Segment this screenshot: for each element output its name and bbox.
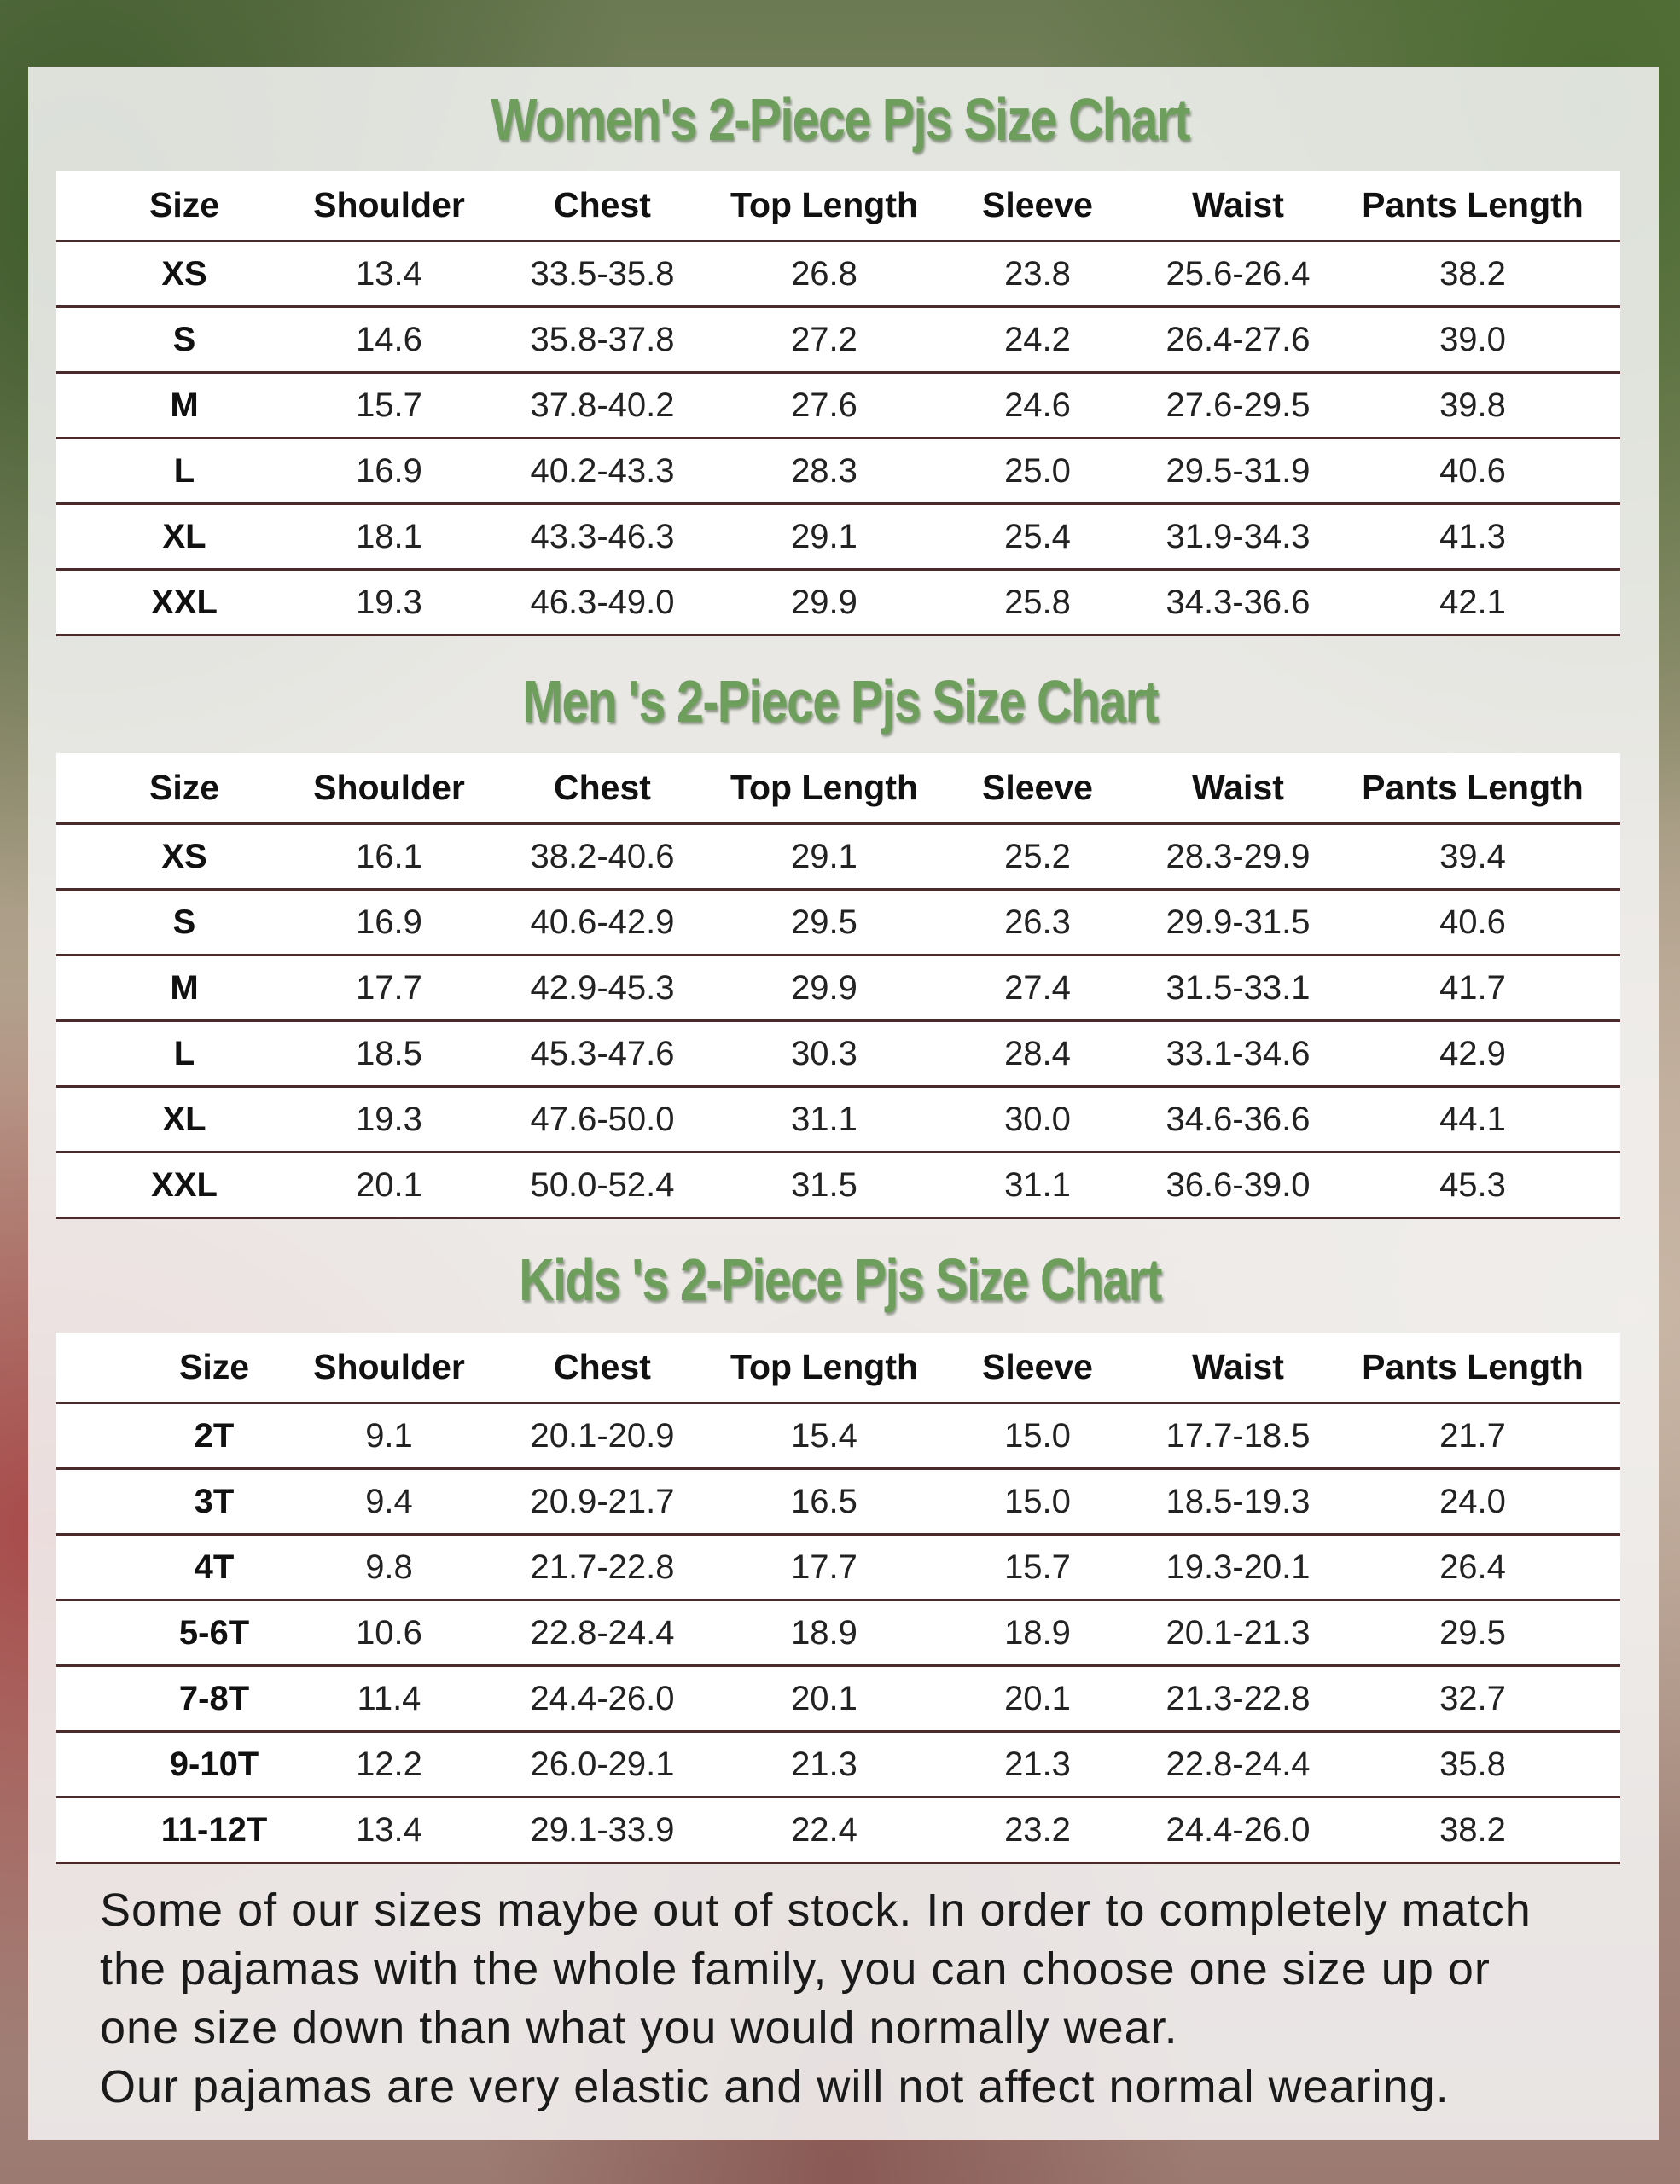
measurement-cell: 25.6-26.4 (1166, 254, 1311, 293)
measurement-cell: 21.3 (791, 1745, 857, 1783)
measurement-cell: 31.1 (1004, 1165, 1071, 1204)
measurement-cell: 29.1 (791, 517, 857, 555)
table-row (56, 1404, 1620, 1470)
measurement-cell: 27.6 (791, 386, 857, 424)
size-label-cell: XS (161, 254, 207, 293)
column-header: Pants Length (1362, 768, 1584, 807)
table-row (56, 439, 1620, 505)
column-header: Pants Length (1362, 185, 1584, 224)
measurement-cell: 35.8-37.8 (530, 320, 675, 358)
measurement-cell: 20.1 (1004, 1679, 1071, 1717)
measurement-cell: 27.4 (1004, 968, 1071, 1007)
table-header-row (56, 1333, 1620, 1404)
column-header: Waist (1192, 1347, 1284, 1386)
table-row (56, 1536, 1620, 1601)
sizing-note (100, 1881, 1619, 2117)
measurement-cell: 29.1-33.9 (530, 1810, 675, 1849)
measurement-cell: 29.5-31.9 (1166, 451, 1311, 490)
measurement-cell: 45.3 (1439, 1165, 1506, 1204)
kids-chart-title: Kids 's 2-Piece Pjs Size Chart (519, 1246, 1161, 1313)
column-header: Top Length (730, 768, 919, 807)
measurement-cell: 32.7 (1439, 1679, 1506, 1717)
column-header: Waist (1192, 768, 1284, 807)
measurement-cell: 27.2 (791, 320, 857, 358)
measurement-cell: 18.9 (791, 1613, 857, 1652)
table-row (56, 891, 1620, 956)
measurement-cell: 39.4 (1439, 837, 1506, 875)
measurement-cell: 42.9 (1439, 1034, 1506, 1072)
measurement-cell: 22.4 (791, 1810, 857, 1849)
size-label-cell: 5-6T (178, 1613, 250, 1652)
measurement-cell: 28.4 (1004, 1034, 1071, 1072)
size-label-cell: XL (162, 517, 206, 555)
measurement-cell: 29.1 (791, 837, 857, 875)
table-row (56, 1798, 1620, 1864)
column-header: Top Length (730, 185, 919, 224)
note-line: Some of our sizes maybe out of stock. In order to completely match (100, 1885, 1532, 1936)
measurement-cell: 9.1 (365, 1416, 413, 1455)
measurement-cell: 26.8 (791, 254, 857, 293)
measurement-cell: 20.1 (791, 1679, 857, 1717)
size-label-cell: M (170, 386, 199, 424)
column-header: Chest (554, 1347, 651, 1386)
measurement-cell: 39.8 (1439, 386, 1506, 424)
note-line: Our pajamas are very elastic and will not affect normal wearing. (100, 2061, 1450, 2112)
size-label-cell: M (170, 968, 199, 1007)
table-row (56, 1667, 1620, 1733)
measurement-cell: 15.7 (1004, 1548, 1071, 1586)
column-header: Chest (554, 185, 651, 224)
measurement-cell: 46.3-49.0 (530, 583, 675, 621)
measurement-cell: 22.8-24.4 (530, 1613, 675, 1652)
measurement-cell: 24.0 (1439, 1482, 1506, 1520)
size-label-cell: 4T (194, 1548, 235, 1586)
measurement-cell: 30.3 (791, 1034, 857, 1072)
size-label-cell: S (172, 903, 196, 941)
table-row (56, 1470, 1620, 1536)
measurement-cell: 18.5 (356, 1034, 422, 1072)
size-label-cell: 11-12T (160, 1810, 268, 1849)
measurement-cell: 31.5 (791, 1165, 857, 1204)
measurement-cell: 29.5 (791, 903, 857, 941)
measurement-cell: 17.7-18.5 (1166, 1416, 1311, 1455)
measurement-cell: 45.3-47.6 (530, 1034, 675, 1072)
measurement-cell: 15.7 (356, 386, 422, 424)
measurement-cell: 44.1 (1439, 1100, 1506, 1138)
size-label-cell: 7-8T (178, 1679, 250, 1717)
measurement-cell: 13.4 (356, 1810, 422, 1849)
measurement-cell: 25.4 (1004, 517, 1071, 555)
measurement-cell: 18.9 (1004, 1613, 1071, 1652)
women-chart-title: Women's 2-Piece Pjs Size Chart (491, 86, 1189, 153)
measurement-cell: 47.6-50.0 (530, 1100, 675, 1138)
measurement-cell: 26.0-29.1 (530, 1745, 675, 1783)
measurement-cell: 22.8-24.4 (1166, 1745, 1311, 1783)
measurement-cell: 40.6 (1439, 903, 1506, 941)
measurement-cell: 38.2-40.6 (530, 837, 675, 875)
measurement-cell: 16.9 (356, 451, 422, 490)
men-chart-title: Men 's 2-Piece Pjs Size Chart (522, 668, 1158, 735)
measurement-cell: 40.2-43.3 (530, 451, 675, 490)
size-label-cell: L (173, 451, 195, 490)
table-row (56, 956, 1620, 1022)
measurement-cell: 19.3-20.1 (1166, 1548, 1311, 1586)
measurement-cell: 29.9 (791, 968, 857, 1007)
measurement-cell: 14.6 (356, 320, 422, 358)
measurement-cell: 21.3-22.8 (1166, 1679, 1311, 1717)
measurement-cell: 20.9-21.7 (530, 1482, 675, 1520)
measurement-cell: 13.4 (356, 254, 422, 293)
measurement-cell: 21.3 (1004, 1745, 1071, 1783)
measurement-cell: 24.6 (1004, 386, 1071, 424)
column-header: Sleeve (982, 185, 1093, 224)
size-label-cell: 2T (194, 1416, 235, 1455)
measurement-cell: 12.2 (356, 1745, 422, 1783)
measurement-cell: 40.6 (1439, 451, 1506, 490)
measurement-cell: 26.4 (1439, 1548, 1506, 1586)
measurement-cell: 26.4-27.6 (1166, 320, 1311, 358)
measurement-cell: 38.2 (1439, 1810, 1506, 1849)
measurement-cell: 19.3 (356, 1100, 422, 1138)
measurement-cell: 21.7-22.8 (530, 1548, 675, 1586)
measurement-cell: 28.3-29.9 (1166, 837, 1311, 875)
measurement-cell: 26.3 (1004, 903, 1071, 941)
measurement-cell: 25.8 (1004, 583, 1071, 621)
measurement-cell: 9.4 (365, 1482, 413, 1520)
measurement-cell: 28.3 (791, 451, 857, 490)
measurement-cell: 21.7 (1439, 1416, 1506, 1455)
measurement-cell: 31.9-34.3 (1166, 517, 1311, 555)
table-row (56, 1153, 1620, 1219)
measurement-cell: 36.6-39.0 (1166, 1165, 1311, 1204)
column-header: Pants Length (1362, 1347, 1584, 1386)
kids-size-table (56, 1333, 1620, 1864)
column-header: Waist (1192, 185, 1284, 224)
measurement-cell: 39.0 (1439, 320, 1506, 358)
size-label-cell: XL (162, 1100, 206, 1138)
measurement-cell: 38.2 (1439, 254, 1506, 293)
size-label-cell: XXL (151, 1165, 218, 1204)
table-row (56, 1601, 1620, 1667)
table-row (56, 374, 1620, 439)
table-row (56, 242, 1620, 308)
measurement-cell: 42.9-45.3 (530, 968, 675, 1007)
measurement-cell: 29.9 (791, 583, 857, 621)
measurement-cell: 31.1 (791, 1100, 857, 1138)
measurement-cell: 18.5-19.3 (1166, 1482, 1311, 1520)
table-row (56, 308, 1620, 374)
measurement-cell: 25.2 (1004, 837, 1071, 875)
measurement-cell: 19.3 (356, 583, 422, 621)
measurement-cell: 41.7 (1439, 968, 1506, 1007)
measurement-cell: 10.6 (356, 1613, 422, 1652)
measurement-cell: 33.1-34.6 (1166, 1034, 1311, 1072)
size-label-cell: XS (161, 837, 207, 875)
column-header: Size (148, 768, 220, 807)
column-header: Shoulder (313, 1347, 465, 1386)
women-size-table (56, 171, 1620, 636)
measurement-cell: 15.0 (1004, 1482, 1071, 1520)
measurement-cell: 27.6-29.5 (1166, 386, 1311, 424)
table-header-row (56, 753, 1620, 825)
column-header: Shoulder (313, 768, 465, 807)
measurement-cell: 31.5-33.1 (1166, 968, 1311, 1007)
measurement-cell: 24.4-26.0 (1166, 1810, 1311, 1849)
note-line: the pajamas with the whole family, you can choose one size up or (100, 1943, 1491, 1995)
table-row (56, 505, 1620, 571)
measurement-cell: 43.3-46.3 (530, 517, 675, 555)
table-row (56, 1088, 1620, 1153)
measurement-cell: 50.0-52.4 (530, 1165, 675, 1204)
measurement-cell: 16.9 (356, 903, 422, 941)
measurement-cell: 30.0 (1004, 1100, 1071, 1138)
table-row (56, 571, 1620, 636)
measurement-cell: 37.8-40.2 (530, 386, 675, 424)
measurement-cell: 23.2 (1004, 1810, 1071, 1849)
men-size-table (56, 753, 1620, 1219)
measurement-cell: 11.4 (357, 1679, 421, 1717)
size-label-cell: S (172, 320, 196, 358)
table-row (56, 1022, 1620, 1088)
note-line: one size down than what you would normally wear. (100, 2002, 1178, 2053)
measurement-cell: 15.0 (1004, 1416, 1071, 1455)
column-header: Top Length (730, 1347, 919, 1386)
measurement-cell: 17.7 (356, 968, 422, 1007)
measurement-cell: 35.8 (1439, 1745, 1506, 1783)
table-row (56, 825, 1620, 891)
measurement-cell: 17.7 (791, 1548, 857, 1586)
measurement-cell: 16.1 (356, 837, 422, 875)
size-label-cell: XXL (151, 583, 218, 621)
column-header: Sleeve (982, 768, 1093, 807)
measurement-cell: 25.0 (1004, 451, 1071, 490)
measurement-cell: 23.8 (1004, 254, 1071, 293)
measurement-cell: 29.5 (1439, 1613, 1506, 1652)
column-header: Shoulder (313, 185, 465, 224)
column-header: Size (178, 1347, 250, 1386)
measurement-cell: 16.5 (791, 1482, 857, 1520)
measurement-cell: 24.4-26.0 (530, 1679, 675, 1717)
column-header: Sleeve (982, 1347, 1093, 1386)
size-label-cell: 9-10T (169, 1745, 259, 1783)
measurement-cell: 18.1 (356, 517, 422, 555)
measurement-cell: 15.4 (791, 1416, 857, 1455)
measurement-cell: 34.3-36.6 (1166, 583, 1311, 621)
measurement-cell: 9.8 (365, 1548, 413, 1586)
measurement-cell: 34.6-36.6 (1166, 1100, 1311, 1138)
table-header-row (56, 171, 1620, 242)
size-label-cell: L (173, 1034, 195, 1072)
measurement-cell: 24.2 (1004, 320, 1071, 358)
measurement-cell: 41.3 (1439, 517, 1506, 555)
table-row (56, 1733, 1620, 1798)
size-label-cell: 3T (194, 1482, 235, 1520)
measurement-cell: 33.5-35.8 (530, 254, 675, 293)
measurement-cell: 20.1 (356, 1165, 422, 1204)
measurement-cell: 42.1 (1439, 583, 1506, 621)
column-header: Size (148, 185, 220, 224)
measurement-cell: 20.1-21.3 (1166, 1613, 1311, 1652)
measurement-cell: 29.9-31.5 (1166, 903, 1311, 941)
measurement-cell: 20.1-20.9 (530, 1416, 675, 1455)
column-header: Chest (554, 768, 651, 807)
measurement-cell: 40.6-42.9 (530, 903, 675, 941)
